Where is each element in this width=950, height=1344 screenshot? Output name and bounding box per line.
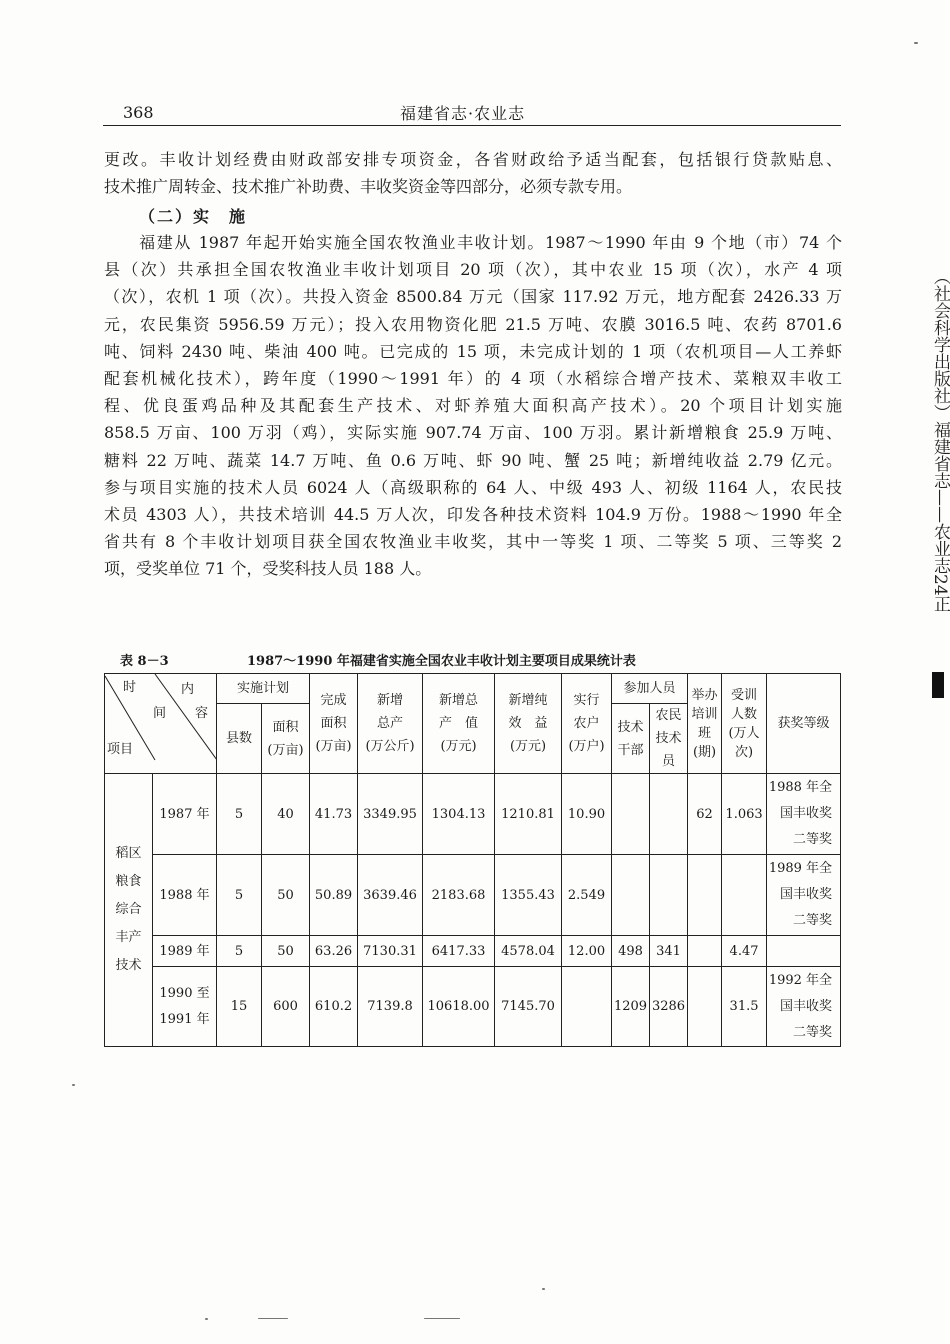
new-income-cell: 7145.70 — [495, 967, 562, 1047]
done-area-cell: 50.89 — [310, 855, 358, 936]
text-line: 技术推广周转金、技术推广补助费、丰收奖资金等四部分，必须专款专用。 — [104, 177, 633, 197]
body-paragraph — [104, 229, 842, 582]
intro-paragraph — [104, 146, 842, 200]
award-cell — [767, 936, 841, 967]
header-done-area: 完成 面积 (万亩) — [310, 674, 358, 774]
text-line: （次），农机 1 项（次）。共投入资金 8500.84 万元（国家 117.92 万元，地方配套 2426.33 万 — [104, 287, 842, 307]
period-cell: 1990 至 1991 年 — [153, 967, 217, 1047]
households-cell: 10.90 — [562, 774, 612, 855]
new-output-cell: 7130.31 — [358, 936, 423, 967]
counties-cell: 5 — [217, 936, 262, 967]
counties-cell: 15 — [217, 967, 262, 1047]
scan-speck — [205, 1318, 208, 1320]
new-value-cell: 2183.68 — [423, 855, 495, 936]
new-value-cell: 6417.33 — [423, 936, 495, 967]
trained-cell — [722, 855, 767, 936]
text-line: 元，农民集资 5956.59 万元）；投入农用物资化肥 21.5 万吨、农膜 3016.5 吨、农药 8701.6 — [104, 314, 842, 334]
header-households: 实行 农户 (万户) — [562, 674, 612, 774]
scan-speck — [424, 1318, 460, 1319]
side-margin-text: （社会科学出版社）福建省志——农业志24正 — [930, 268, 950, 613]
header-new-value: 新增总 产 值 (万元) — [423, 674, 495, 774]
page-number: 368 — [123, 103, 154, 122]
period-cell: 1989 年 — [153, 936, 217, 967]
tech-staff-cell: 1209 — [612, 967, 650, 1047]
new-income-cell: 1355.43 — [495, 855, 562, 936]
side-margin-mark — [932, 672, 944, 698]
text-line: 更改。丰收计划经费由财政部安排专项资金，各省财政给予适当配套，包括银行贷款贴息、 — [104, 150, 842, 169]
header-training-classes: 举办 培训 班 (期) — [688, 674, 722, 774]
area-cell: 40 — [262, 774, 310, 855]
classes-cell — [688, 936, 722, 967]
text-line: 福建从 1987 年起开始实施全国农牧渔业丰收计划。1987～1990 年由 9 个地（市）74 个 — [104, 233, 842, 252]
award-cell: 1992 年全 国丰收奖 二等奖 — [767, 967, 841, 1047]
section-heading: （二）实 施 — [139, 207, 248, 226]
text-line: 吨、饲料 2430 吨、柴油 400 吨。已完成的 15 项，未完成计划的 1 项（农机项目—人工养虾 — [104, 341, 842, 361]
scan-speck — [542, 1288, 545, 1290]
new-output-cell: 3349.95 — [358, 774, 423, 855]
new-value-cell: 10618.00 — [423, 967, 495, 1047]
table-label: 表 8－3 — [120, 654, 169, 669]
classes-cell: 62 — [688, 774, 722, 855]
period-cell: 1987 年 — [153, 774, 217, 855]
corner-label-content: 内 — [181, 682, 195, 697]
table-row — [105, 967, 841, 1047]
area-cell: 600 — [262, 967, 310, 1047]
header-rule — [103, 125, 841, 126]
text-line: 程、优良蛋鸡品种及其配套生产技术、对虾养殖大面积高产技术）。20 个项目计划实施 — [104, 396, 842, 416]
trained-cell: 4.47 — [722, 936, 767, 967]
corner-label-time: 时 — [123, 680, 137, 695]
statistics-table — [104, 673, 841, 1047]
header-plan: 实施计划 — [217, 674, 310, 704]
trained-cell: 1.063 — [722, 774, 767, 855]
households-cell: 2.549 — [562, 855, 612, 936]
header-area: 面积 (万亩) — [262, 704, 310, 774]
households-cell — [562, 967, 612, 1047]
text-line: 参与项目实施的技术人员 6024 人（高级职称的 64 人、中级 493 人、初级 1164 人，农民技 — [104, 477, 842, 497]
header-participants: 参加人员 — [612, 674, 688, 704]
header-counties: 县数 — [217, 704, 262, 774]
counties-cell: 5 — [217, 774, 262, 855]
tech-staff-cell: 498 — [612, 936, 650, 967]
table-row — [105, 774, 841, 855]
corner-header-cell — [105, 674, 217, 774]
header-farmer-tech: 农民 技术 员 — [650, 704, 688, 774]
text-line: 县（次）共承担全国农牧渔业丰收计划项目 20 项（次），其中农业 15 项（次），水产 4 项 — [104, 260, 842, 280]
text-line: 项，受奖单位 71 个，受奖科技人员 188 人。 — [104, 559, 432, 579]
header-tech-staff: 技术 干部 — [612, 704, 650, 774]
farmer-tech-cell — [650, 855, 688, 936]
households-cell: 12.00 — [562, 936, 612, 967]
done-area-cell: 610.2 — [310, 967, 358, 1047]
header-new-income: 新增纯 效 益 (万元) — [495, 674, 562, 774]
text-line: 配套机械化技术），跨年度（1990～1991 年）的 4 项（水稻综合增产技术、菜粮双丰收工 — [104, 368, 842, 388]
header-award: 获奖等级 — [767, 674, 841, 774]
new-income-cell: 1210.81 — [495, 774, 562, 855]
scan-speck — [258, 1318, 288, 1319]
area-cell: 50 — [262, 855, 310, 936]
tech-staff-cell — [612, 855, 650, 936]
trained-cell: 31.5 — [722, 967, 767, 1047]
period-cell: 1988 年 — [153, 855, 217, 936]
scan-speck — [72, 1084, 75, 1086]
farmer-tech-cell: 3286 — [650, 967, 688, 1047]
text-line: 术员 4303 人），共技术培训 44.5 万人次，印发各种技术资料 104.9 万份。1988～1990 年全 — [104, 504, 842, 524]
table-row — [105, 855, 841, 936]
table-title: 1987～1990 年福建省实施全国农业丰收计划主要项目成果统计表 — [247, 654, 636, 669]
done-area-cell: 63.26 — [310, 936, 358, 967]
header-new-output: 新增 总产 (万公斤) — [358, 674, 423, 774]
project-name-cell: 稻区 粮食 综合 丰产 技术 — [105, 774, 153, 1047]
award-cell: 1988 年全 国丰收奖 二等奖 — [767, 774, 841, 855]
classes-cell — [688, 967, 722, 1047]
corner-label-project: 项目 — [107, 742, 134, 757]
text-line: 糖料 22 万吨、蔬菜 14.7 万吨、鱼 0.6 万吨、虾 90 吨、蟹 25 吨；新增纯收益 2.79 亿元。 — [104, 450, 842, 470]
new-income-cell: 4578.04 — [495, 936, 562, 967]
header-trained-people: 受训 人数 (万人 次) — [722, 674, 767, 774]
new-output-cell: 7139.8 — [358, 967, 423, 1047]
counties-cell: 5 — [217, 855, 262, 936]
done-area-cell: 41.73 — [310, 774, 358, 855]
tech-staff-cell — [612, 774, 650, 855]
corner-label-contents: 容 — [195, 706, 209, 721]
scan-speck — [914, 42, 918, 44]
page-title: 福建省志·农业志 — [400, 104, 526, 123]
new-value-cell: 1304.13 — [423, 774, 495, 855]
classes-cell — [688, 855, 722, 936]
award-cell: 1989 年全 国丰收奖 二等奖 — [767, 855, 841, 936]
corner-label-period: 间 — [153, 706, 167, 721]
text-line: 省共有 8 个丰收计划项目获全国农牧渔业丰收奖，其中一等奖 1 项、二等奖 5 项、三等奖 2 — [104, 532, 842, 552]
table-row — [105, 936, 841, 967]
area-cell: 50 — [262, 936, 310, 967]
farmer-tech-cell: 341 — [650, 936, 688, 967]
new-output-cell: 3639.46 — [358, 855, 423, 936]
farmer-tech-cell — [650, 774, 688, 855]
text-line: 858.5 万亩、100 万羽（鸡），实际实施 907.74 万亩、100 万羽。累计新增粮食 25.9 万吨、 — [104, 423, 842, 443]
